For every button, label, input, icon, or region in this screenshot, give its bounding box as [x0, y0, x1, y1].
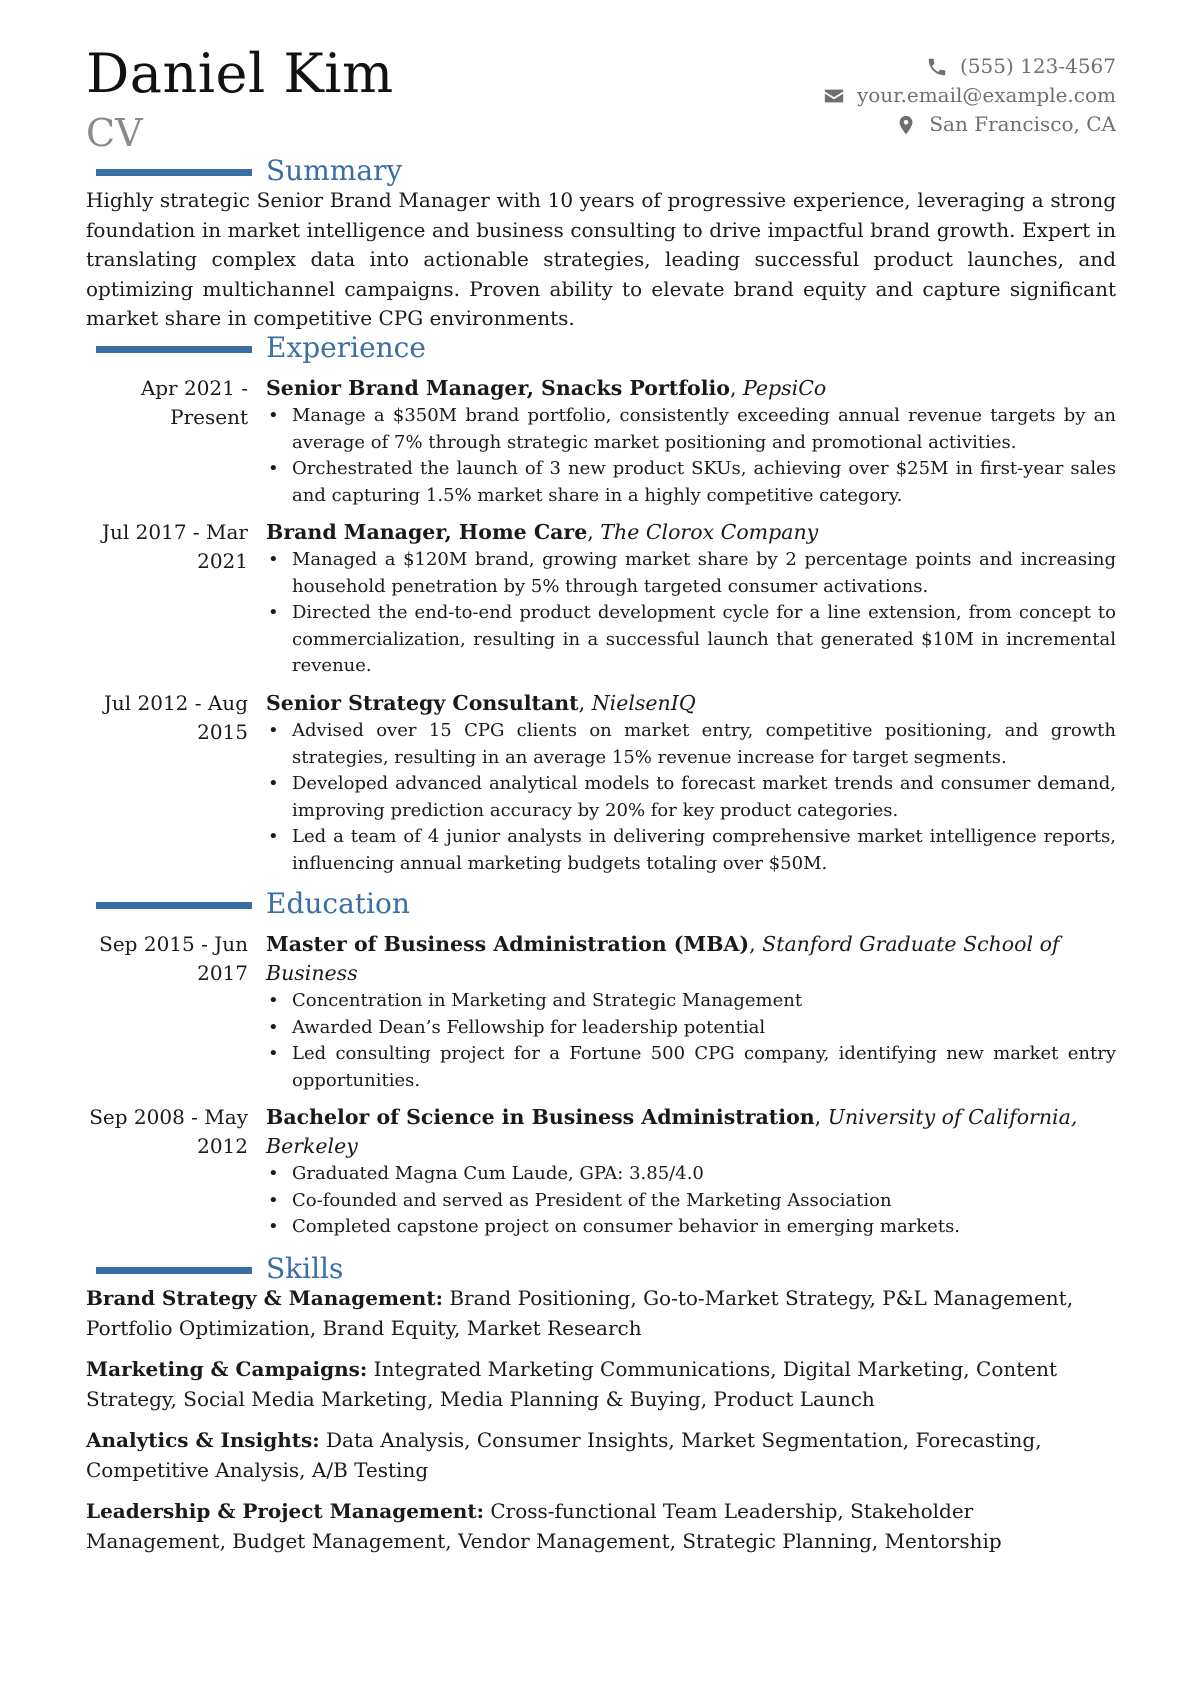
entry-org: NielsenIQ [591, 691, 696, 715]
entry-school: University of California, Berkeley [266, 1105, 1078, 1158]
entry-bullet: • Completed capstone project on consumer behavior in emerging markets. [292, 1214, 1116, 1241]
section-summary-heading [0, 154, 1190, 188]
summary-text: Highly strategic Senior Brand Manager with 10 years of progressive experience, leveraging a strong foundation in market intelligence and business consulting to drive impactful brand growth. Expert in translating complex data into actionable strategies, leading successful product launches, and optimizing multichannel campaigns. Proven ability to elevate brand equity and capture significant market share in competitive CPG environments. [86, 188, 1116, 330]
section-education-heading [0, 887, 1190, 921]
contact-location [823, 110, 1116, 139]
section-rule [96, 1267, 252, 1274]
contact-phone [823, 52, 1116, 81]
entry-school: Stanford Graduate School of Business [266, 932, 1060, 985]
skill-group-items: Cross-functional Team Leadership, Stakeholder Management, Budget Management, Vendor Management, Strategic Planning, Mentorship [86, 1499, 1002, 1553]
entry-date: Apr 2021 - Present [140, 376, 248, 429]
skill-group-label: Analytics & Insights: [86, 1428, 320, 1452]
contact-email [823, 81, 1116, 110]
entry-bullet: • Led consulting project for a Fortune 500 CPG company, identifying new market entry opportunities. [292, 1041, 1116, 1094]
entry-org: PepsiCo [743, 376, 827, 400]
skill-group [86, 1284, 1116, 1343]
section-rule [96, 169, 252, 176]
entry-bullet: • Led a team of 4 junior analysts in delivering comprehensive market intelligence reports, influencing annual marketing budgets totaling over $50M. [292, 824, 1116, 877]
skill-group-label: Brand Strategy & Management: [86, 1286, 443, 1310]
entry-role: Senior Brand Manager, Snacks Portfolio [266, 376, 730, 400]
cv-page: Daniel Kim CV (555) 123-4567 your.email@example.com San Francisco, CA Summary Highly strategic Senior Brand Manager with 10 years of progressive experience, leveraging a strong foundation in market intelligence and business consulting to drive impactful brand growth. Expert in translating complex data into actionable strategies, leading successful product launches, and optimizing multichannel campaigns. Proven ability to elevate brand equity and capture significant market share in competitive CPG environments. Experience Apr 2021 - Present Senior Brand Manager, Snacks Portfolio, PepsiCo • Manage a $350M brand portfolio, consistently exceeding annual revenue targets by an average of 7% through strategic market positioning and promotional activities. • Orchestrated the launch of 3 new product SKUs, achieving over $25M in first-year sales and capturing 1.5% market share in a highly competitive category. Jul 2017 - Mar 2021 Brand Manager, Home Care, The Clorox Company • Managed a $120M brand, growing market share by 2 percentage points and increasing household penetration by 5% through targeted consumer activations. • Directed the end-to-end product development cycle for a line extension, from concept to commercialization, resulting in a successful launch that generated $10M in incremental revenue. Jul 2012 - Aug 2015 Senior Strategy Consultant, NielsenIQ • Advised over 15 CPG clients on market entry, competitive positioning, and growth strategies, resulting in an average 15% revenue increase for target segments. • Developed advanced analytical models to forecast market trends and consumer demand, improving prediction accuracy by 20% for key product categories. • Led a team of 4 junior analysts in delivering comprehensive market intelligence reports, influencing annual marketing budgets totaling over $50M. Education Sep 2015 - Jun 2017 Master of Business Administration (MBA), Stanford Graduate School of Business • Concentration in Marketing and Strategic Management • Awarded Dean’s Fellowship for leadership potential • Led consulting project for a Fortune 500 CPG company, identifying new market entry opportunities. Sep 2008 - May 2012 Bachelor of Science in Business Administration, University of California, Berkeley • Graduated Magna Cum Laude, GPA: 3.85/4.0 • Co-founded and served as President of the Marketing Association • Completed capstone project on consumer behavior in emerging markets. Skills Brand Strategy & Management: Brand Positioning, Go-to-Market Strategy, P&L Management, Portfolio Optimization, Brand Equity, Market Research Marketing & Campaigns: Integrated Marketing Communications, Digital Marketing, Content Strategy, Social Media Marketing, Media Planning & Buying, Product Launch Analytics & Insights: Data Analysis, Consumer Insights, Market Segmentation, Forecasting, Competitive Analysis, A/B Testing Leadership & Project Management: Cross-functional Team Leadership, Stakeholder Management, Budget Management, Vendor Management, Strategic Planning, Mentorship [0, 0, 1190, 1683]
skill-group [86, 1497, 1116, 1556]
section-title: Summary [266, 154, 403, 187]
section-title: Education [266, 887, 410, 920]
section-title: Skills [266, 1252, 344, 1285]
skill-group-items: Data Analysis, Consumer Insights, Market Segmentation, Forecasting, Competitive Analysis, A/B Testing [86, 1428, 1042, 1482]
section-rule [96, 346, 252, 353]
entry-date: Sep 2015 - Jun 2017 [99, 932, 248, 985]
section-rule [96, 902, 252, 909]
contact-block [823, 52, 1116, 139]
entry-bullet: • Co-founded and served as President of the Marketing Association [292, 1188, 1116, 1215]
location-text: San Francisco, CA [929, 112, 1116, 136]
section-experience-heading [0, 331, 1190, 365]
entry-role: Senior Strategy Consultant [266, 691, 579, 715]
entry-date: Jul 2017 - Mar 2021 [102, 520, 248, 573]
entry-bullet: • Advised over 15 CPG clients on market entry, competitive positioning, and growth strategies, resulting in an average 15% revenue increase for target segments. [292, 718, 1116, 771]
map-marker-icon [895, 114, 917, 136]
skill-group-label: Marketing & Campaigns: [86, 1357, 368, 1381]
candidate-name: Daniel Kim [86, 42, 394, 105]
entry-bullet: • Concentration in Marketing and Strategic Management [292, 988, 1116, 1015]
section-title: Experience [266, 331, 426, 364]
entry-date: Sep 2008 - May 2012 [89, 1105, 248, 1158]
entry-bullet: • Directed the end-to-end product development cycle for a line extension, from concept to commercialization, resulting in a successful launch that generated $10M in incremental revenue. [292, 600, 1116, 680]
skill-group-label: Leadership & Project Management: [86, 1499, 484, 1523]
entry-degree: Master of Business Administration (MBA) [266, 932, 750, 956]
entry-role: Brand Manager, Home Care [266, 520, 588, 544]
skill-group-items: Integrated Marketing Communications, Digital Marketing, Content Strategy, Social Media Marketing, Media Planning & Buying, Product Launch [86, 1357, 1058, 1411]
entry-degree: Bachelor of Science in Business Administration [266, 1105, 815, 1129]
document-subtitle: CV [86, 111, 143, 155]
skill-group [86, 1426, 1116, 1485]
entry-bullet: • Developed advanced analytical models to forecast market trends and consumer demand, improving prediction accuracy by 20% for key product categories. [292, 771, 1116, 824]
entry-bullet: • Awarded Dean’s Fellowship for leadership potential [292, 1015, 1116, 1042]
email-text[interactable]: your.email@example.com [856, 83, 1116, 107]
phone-icon [926, 56, 948, 78]
phone-text[interactable]: (555) 123-4567 [960, 54, 1116, 78]
entry-bullet: • Graduated Magna Cum Laude, GPA: 3.85/4.0 [292, 1161, 1116, 1188]
skill-group [86, 1355, 1116, 1414]
entry-bullet: • Orchestrated the launch of 3 new product SKUs, achieving over $25M in first-year sales and capturing 1.5% market share in a highly competitive category. [292, 456, 1116, 509]
envelope-icon [823, 85, 845, 107]
skill-group-items: Brand Positioning, Go-to-Market Strategy, P&L Management, Portfolio Optimization, Brand Equity, Market Research [86, 1286, 1074, 1340]
entry-org: The Clorox Company [600, 520, 819, 544]
entry-bullet: • Managed a $120M brand, growing market share by 2 percentage points and increasing household penetration by 5% through targeted consumer activations. [292, 547, 1116, 600]
section-skills-heading [0, 1252, 1190, 1286]
entry-date: Jul 2012 - Aug 2015 [103, 691, 248, 744]
entry-bullet: • Manage a $350M brand portfolio, consistently exceeding annual revenue targets by an average of 7% through strategic market positioning and promotional activities. [292, 403, 1116, 456]
